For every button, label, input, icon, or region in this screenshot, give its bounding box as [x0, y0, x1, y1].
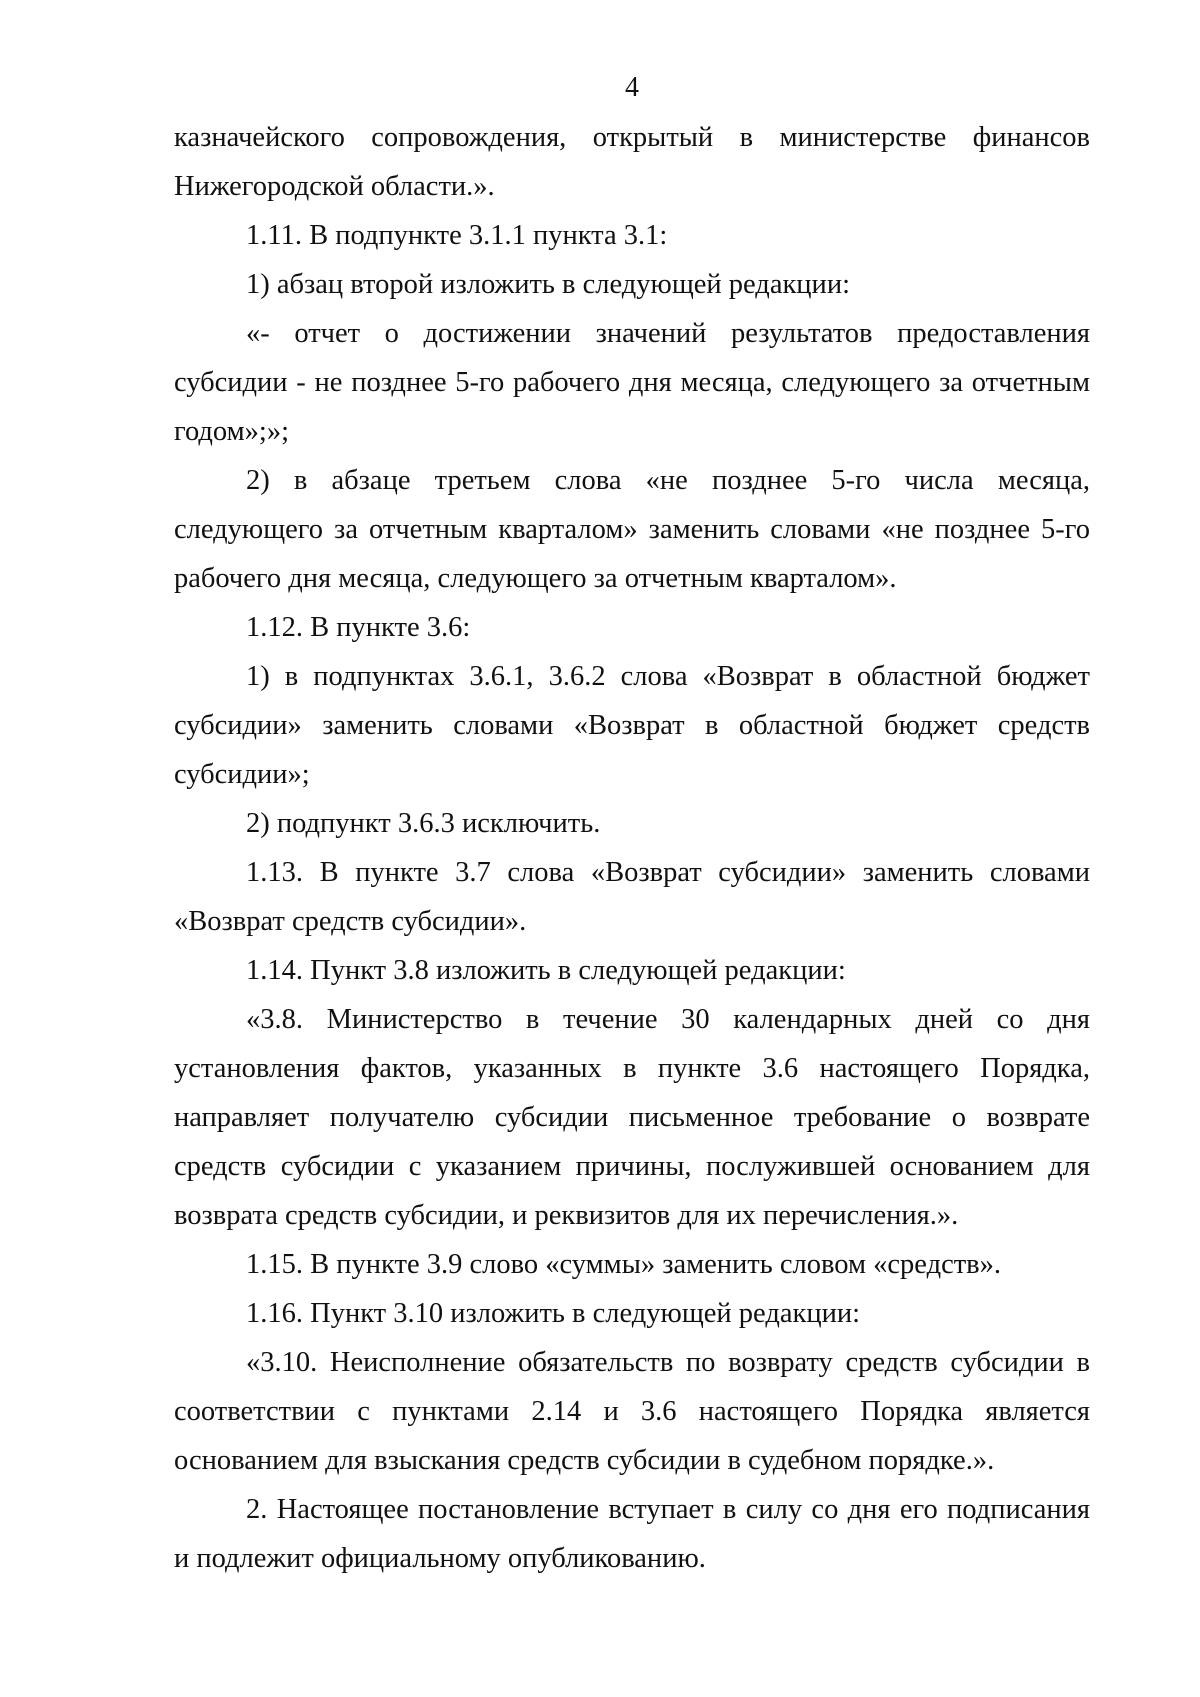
- paragraph-1-13: 1.13. В пункте 3.7 слова «Возврат субсидии» заменить словами «Возврат средств субсидии».: [174, 857, 1090, 937]
- paragraph-quote-3-10: «3.10. Неисполнение обязательств по возврату средств субсидии в соответствии с пунктами 2.14 и 3.6 настоящего Порядка является основанием для взыскания средств субсидии в судебном порядке.».: [174, 1347, 1090, 1476]
- paragraph-continuation: казначейского сопровождения, открытый в министерстве финансов Нижегородской области.».: [174, 122, 1090, 202]
- paragraph-1-16: 1.16. Пункт 3.10 изложить в следующей редакции:: [246, 1298, 860, 1329]
- paragraph-1-11: 1.11. В подпункте 3.1.1 пункта 3.1:: [246, 220, 668, 251]
- paragraph-1-12-item-2: 2) подпункт 3.6.3 исключить.: [246, 808, 601, 839]
- paragraph-1-15: 1.15. В пункте 3.9 слово «суммы» заменить словом «средств».: [246, 1249, 1001, 1280]
- page-number: 4: [625, 72, 639, 103]
- paragraph-1-12-item-1: 1) в подпунктах 3.6.1, 3.6.2 слова «Возврат в областной бюджет субсидии» заменить словами «Возврат в областной бюджет средств субсидии»;: [174, 661, 1090, 790]
- paragraph-1-14: 1.14. Пункт 3.8 изложить в следующей редакции:: [246, 955, 846, 986]
- paragraph-1-11-item-1: 1) абзац второй изложить в следующей редакции:: [246, 269, 850, 300]
- paragraph-quote-report: «- отчет о достижении значений результатов предоставления субсидии - не позднее 5-го рабочего дня месяца, следующего за отчетным годом»;»;: [174, 318, 1090, 447]
- paragraph-1-11-item-2: 2) в абзаце третьем слова «не позднее 5-го числа месяца, следующего за отчетным кварталом» заменить словами «не позднее 5-го рабочего дня месяца, следующего за отчетным кварталом».: [174, 465, 1090, 594]
- paragraph-quote-3-8: «3.8. Министерство в течение 30 календарных дней со дня установления фактов, указанных в пункте 3.6 настоящего Порядка, направляет получателю субсидии письменное требование о возврате средств субсидии с указанием причины, послужившей основанием для возврата средств субсидии, и реквизитов для их перечисления.».: [174, 1004, 1090, 1231]
- document-body: [174, 113, 1090, 1583]
- paragraph-1-12: 1.12. В пункте 3.6:: [246, 612, 471, 643]
- paragraph-2: 2. Настоящее постановление вступает в силу со дня его подписания и подлежит официальному опубликованию.: [174, 1494, 1090, 1574]
